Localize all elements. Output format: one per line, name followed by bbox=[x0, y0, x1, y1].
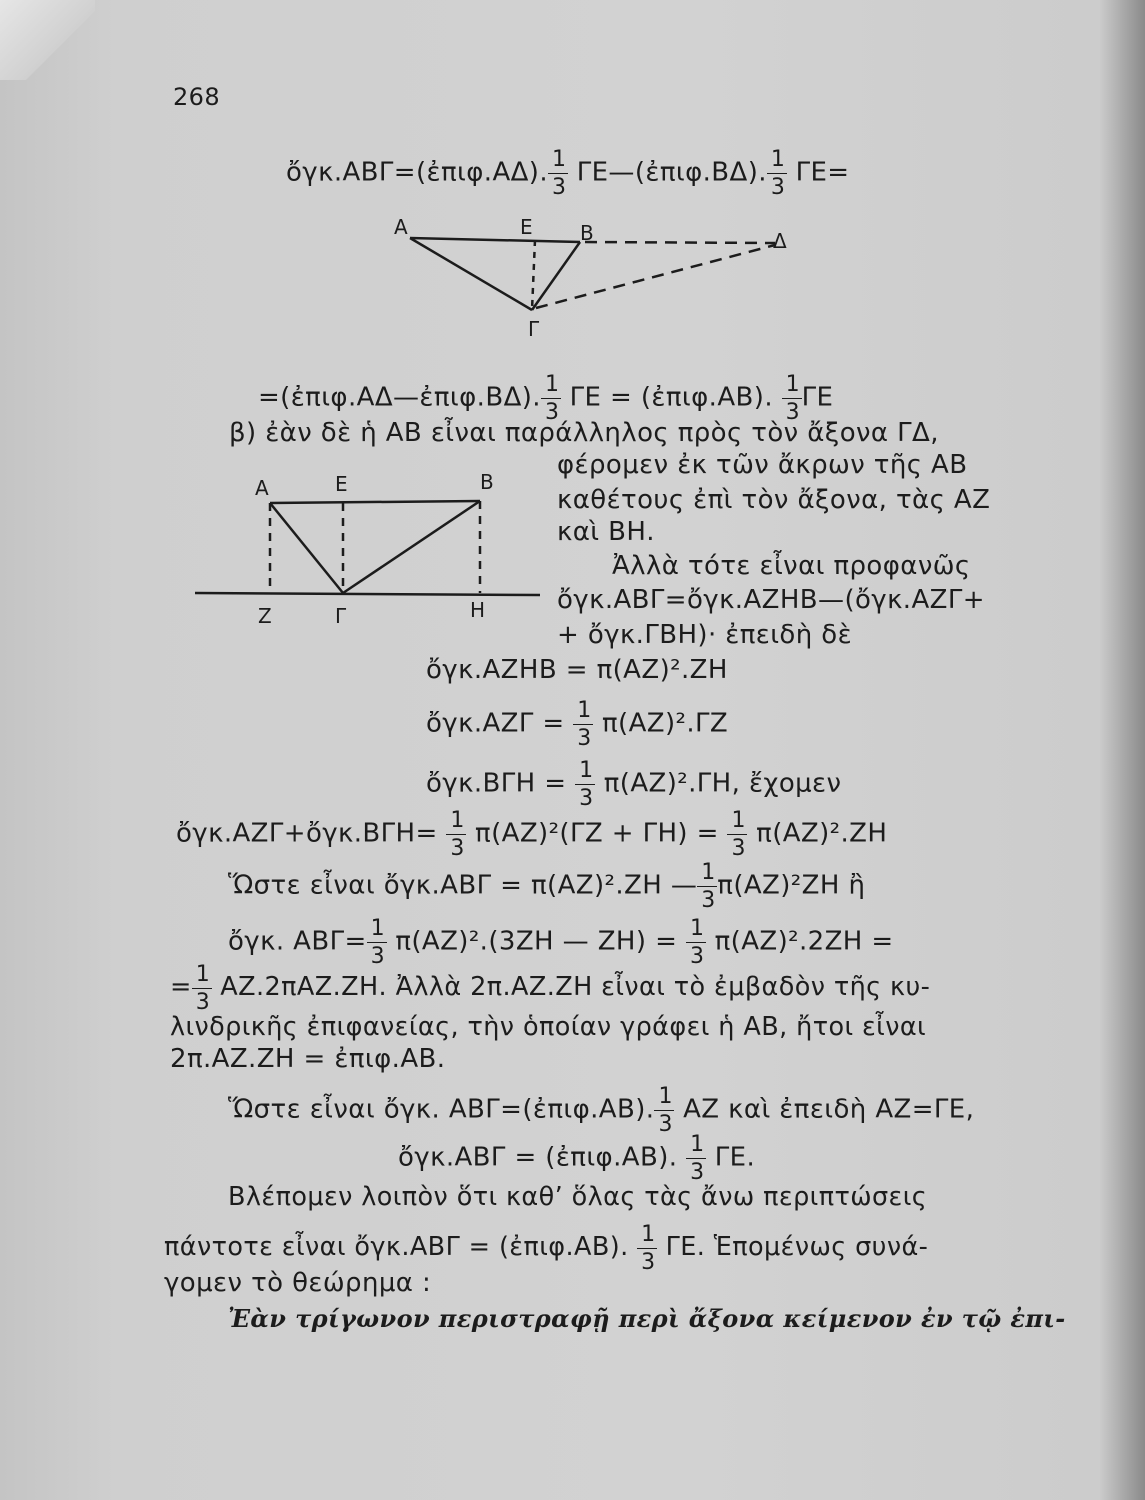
equation-line-14 bbox=[228, 858, 865, 914]
fraction-one-third: $\frac{1}{3}$ bbox=[575, 756, 595, 812]
fraction-one-third: $\frac{1}{3}$ bbox=[654, 1082, 674, 1138]
eq11-part-a: ὄγκ.ΑΖΓ = bbox=[426, 708, 565, 739]
triangle-figure-1 bbox=[380, 210, 800, 350]
eq2-part-c: ΓΕ bbox=[801, 382, 834, 413]
label-Z: Ζ bbox=[258, 604, 272, 628]
eq20-part-b: ΓΕ. bbox=[714, 1142, 756, 1173]
eq22-part-b: ΓΕ. Ἑπομένως συνά- bbox=[665, 1232, 929, 1262]
fraction-one-third: $\frac{1}{3}$ bbox=[446, 806, 466, 862]
text-line-17: λινδρικῆς ἐπιφανείας, τὴν ὁποίαν γράφει ἡ ΑΒ, ἤτοι εἶναι bbox=[170, 1012, 927, 1042]
segment-BG bbox=[343, 501, 480, 593]
eq14-part-b: π(ΑΖ)²ΖΗ ἢ bbox=[717, 870, 866, 901]
rectangle-figure-2 bbox=[195, 465, 545, 635]
fraction-one-third: $\frac{1}{3}$ bbox=[192, 960, 212, 1016]
label-H: Η bbox=[470, 598, 486, 622]
eq15-part-a: ὄγκ. ΑΒΓ= bbox=[228, 926, 367, 957]
equation-line-12 bbox=[426, 756, 841, 812]
fraction-one-third: $\frac{1}{3}$ bbox=[548, 145, 568, 201]
text-line-18: 2π.ΑΖ.ΖΗ = ἐπιφ.ΑΒ. bbox=[170, 1044, 446, 1074]
eq2-part-b: ΓΕ = (ἐπιφ.ΑΒ). bbox=[569, 382, 773, 413]
label-A: Α bbox=[394, 215, 408, 239]
label-E: Ε bbox=[335, 472, 348, 496]
equation-line-10: ὄγκ.ΑΖΗΒ = π(ΑΖ)².ΖΗ bbox=[426, 655, 728, 685]
axis-line bbox=[195, 593, 540, 595]
eq16-part-b: ΑΖ.2πΑΖ.ΖΗ. Ἀλλὰ 2π.ΑΖ.ΖΗ εἶναι τὸ ἐμβαδὸν τῆς κυ- bbox=[220, 972, 931, 1002]
eq13-part-c: π(ΑΖ)².ΖΗ bbox=[756, 818, 888, 849]
eq12-part-b: π(ΑΖ)².ΓΗ, ἔχομεν bbox=[603, 768, 842, 799]
label-B: Β bbox=[580, 221, 594, 245]
text-line-7: Ἀλλὰ τότε εἶναι προφανῶς bbox=[612, 551, 971, 581]
eq19-part-b: ΑΖ καὶ ἐπειδὴ ΑΖ=ΓΕ, bbox=[683, 1094, 975, 1125]
segment-BG bbox=[532, 242, 580, 310]
eq2-part-a: =(ἐπιφ.ΑΔ—ἐπιφ.ΒΔ). bbox=[258, 382, 541, 413]
eq1-part-b: ΓΕ—(ἐπιφ.ΒΔ). bbox=[576, 157, 767, 188]
eq11-part-b: π(ΑΖ)².ΓΖ bbox=[601, 708, 729, 739]
equation-line-1 bbox=[286, 145, 850, 201]
label-D: Δ bbox=[773, 229, 787, 253]
text-line-4: φέρομεν ἐκ τῶν ἄκρων τῆς ΑΒ bbox=[557, 450, 968, 480]
fraction-one-third: $\frac{1}{3}$ bbox=[767, 145, 787, 201]
text-line-9: + ὄγκ.ΓΒΗ)· ἐπειδὴ δὲ bbox=[557, 620, 853, 650]
segment-EG bbox=[532, 240, 535, 310]
fraction-one-third: $\frac{1}{3}$ bbox=[637, 1220, 657, 1276]
eq22-part-a: πάντοτε εἶναι ὄγκ.ΑΒΓ = (ἐπιφ.ΑΒ). bbox=[164, 1232, 629, 1262]
label-G: Γ bbox=[528, 317, 540, 341]
eq1-part-a: ὄγκ.ΑΒΓ=(ἐπιφ.ΑΔ). bbox=[286, 157, 549, 188]
text-line-8: ὄγκ.ΑΒΓ=ὄγκ.ΑΖΗΒ—(ὄγκ.ΑΖΓ+ bbox=[557, 585, 985, 615]
fraction-one-third: $\frac{1}{3}$ bbox=[367, 914, 387, 970]
segment-AG bbox=[410, 238, 532, 310]
text-line-23: γομεν τὸ θεώρημα : bbox=[164, 1268, 432, 1298]
theorem-statement: Ἐὰν τρίγωνον περιστραφῇ περὶ ἄξονα κείμενον ἐν τῷ ἐπι- bbox=[228, 1304, 1066, 1333]
segment-AG bbox=[270, 503, 343, 593]
text-line-5: καθέτους ἐπὶ τὸν ἄξονα, τὰς ΑΖ bbox=[557, 485, 991, 515]
text-line-6: καὶ ΒΗ. bbox=[557, 517, 655, 547]
fraction-one-third: $\frac{1}{3}$ bbox=[686, 1130, 706, 1186]
eq15-part-b: π(ΑΖ)².(3ΖΗ — ΖΗ) = bbox=[395, 926, 678, 957]
label-B: Β bbox=[480, 470, 494, 494]
equation-line-11 bbox=[426, 696, 728, 752]
eq13-part-b: π(ΑΖ)²(ΓΖ + ΓΗ) = bbox=[475, 818, 719, 849]
label-A: Α bbox=[255, 476, 269, 500]
label-E: Ε bbox=[520, 215, 533, 239]
equation-line-16 bbox=[170, 960, 930, 1016]
eq12-part-a: ὄγκ.ΒΓΗ = bbox=[426, 768, 567, 799]
label-G: Γ bbox=[335, 604, 347, 628]
segment-BD bbox=[585, 242, 775, 243]
fraction-one-third: $\frac{1}{3}$ bbox=[782, 370, 802, 426]
fraction-one-third: $\frac{1}{3}$ bbox=[686, 914, 706, 970]
fraction-one-third: $\frac{1}{3}$ bbox=[697, 858, 717, 914]
page-number: 268 bbox=[173, 83, 221, 111]
eq19-part-a: Ὥστε εἶναι ὄγκ. ΑΒΓ=(ἐπιφ.ΑΒ). bbox=[228, 1094, 655, 1125]
eq16-part-a: = bbox=[170, 972, 192, 1002]
fraction-one-third: $\frac{1}{3}$ bbox=[727, 806, 747, 862]
fraction-one-third: $\frac{1}{3}$ bbox=[541, 370, 561, 426]
equation-line-20 bbox=[398, 1130, 755, 1186]
eq13-part-a: ὄγκ.ΑΖΓ+ὄγκ.ΒΓΗ= bbox=[176, 818, 438, 849]
eq14-part-a: Ὥστε εἶναι ὄγκ.ΑΒΓ = π(ΑΖ)².ΖΗ — bbox=[228, 870, 698, 901]
eq20-part-a: ὄγκ.ΑΒΓ = (ἐπιφ.ΑΒ). bbox=[398, 1142, 678, 1173]
page-corner bbox=[0, 0, 95, 80]
segment-AB bbox=[270, 501, 480, 503]
text-line-3: β) ἐὰν δὲ ἡ ΑΒ εἶναι παράλληλος πρὸς τὸν ἄξονα ΓΔ, bbox=[229, 418, 939, 448]
eq15-part-c: π(ΑΖ)².2ΖΗ = bbox=[714, 926, 894, 957]
text-line-21: Βλέπομεν λοιπὸν ὅτι καθ’ ὅλας τὰς ἄνω περιπτώσεις bbox=[228, 1182, 928, 1212]
eq1-part-c: ΓΕ= bbox=[795, 157, 850, 188]
equation-line-13 bbox=[176, 806, 887, 862]
segment-AB bbox=[410, 238, 580, 242]
fraction-one-third: $\frac{1}{3}$ bbox=[573, 696, 593, 752]
